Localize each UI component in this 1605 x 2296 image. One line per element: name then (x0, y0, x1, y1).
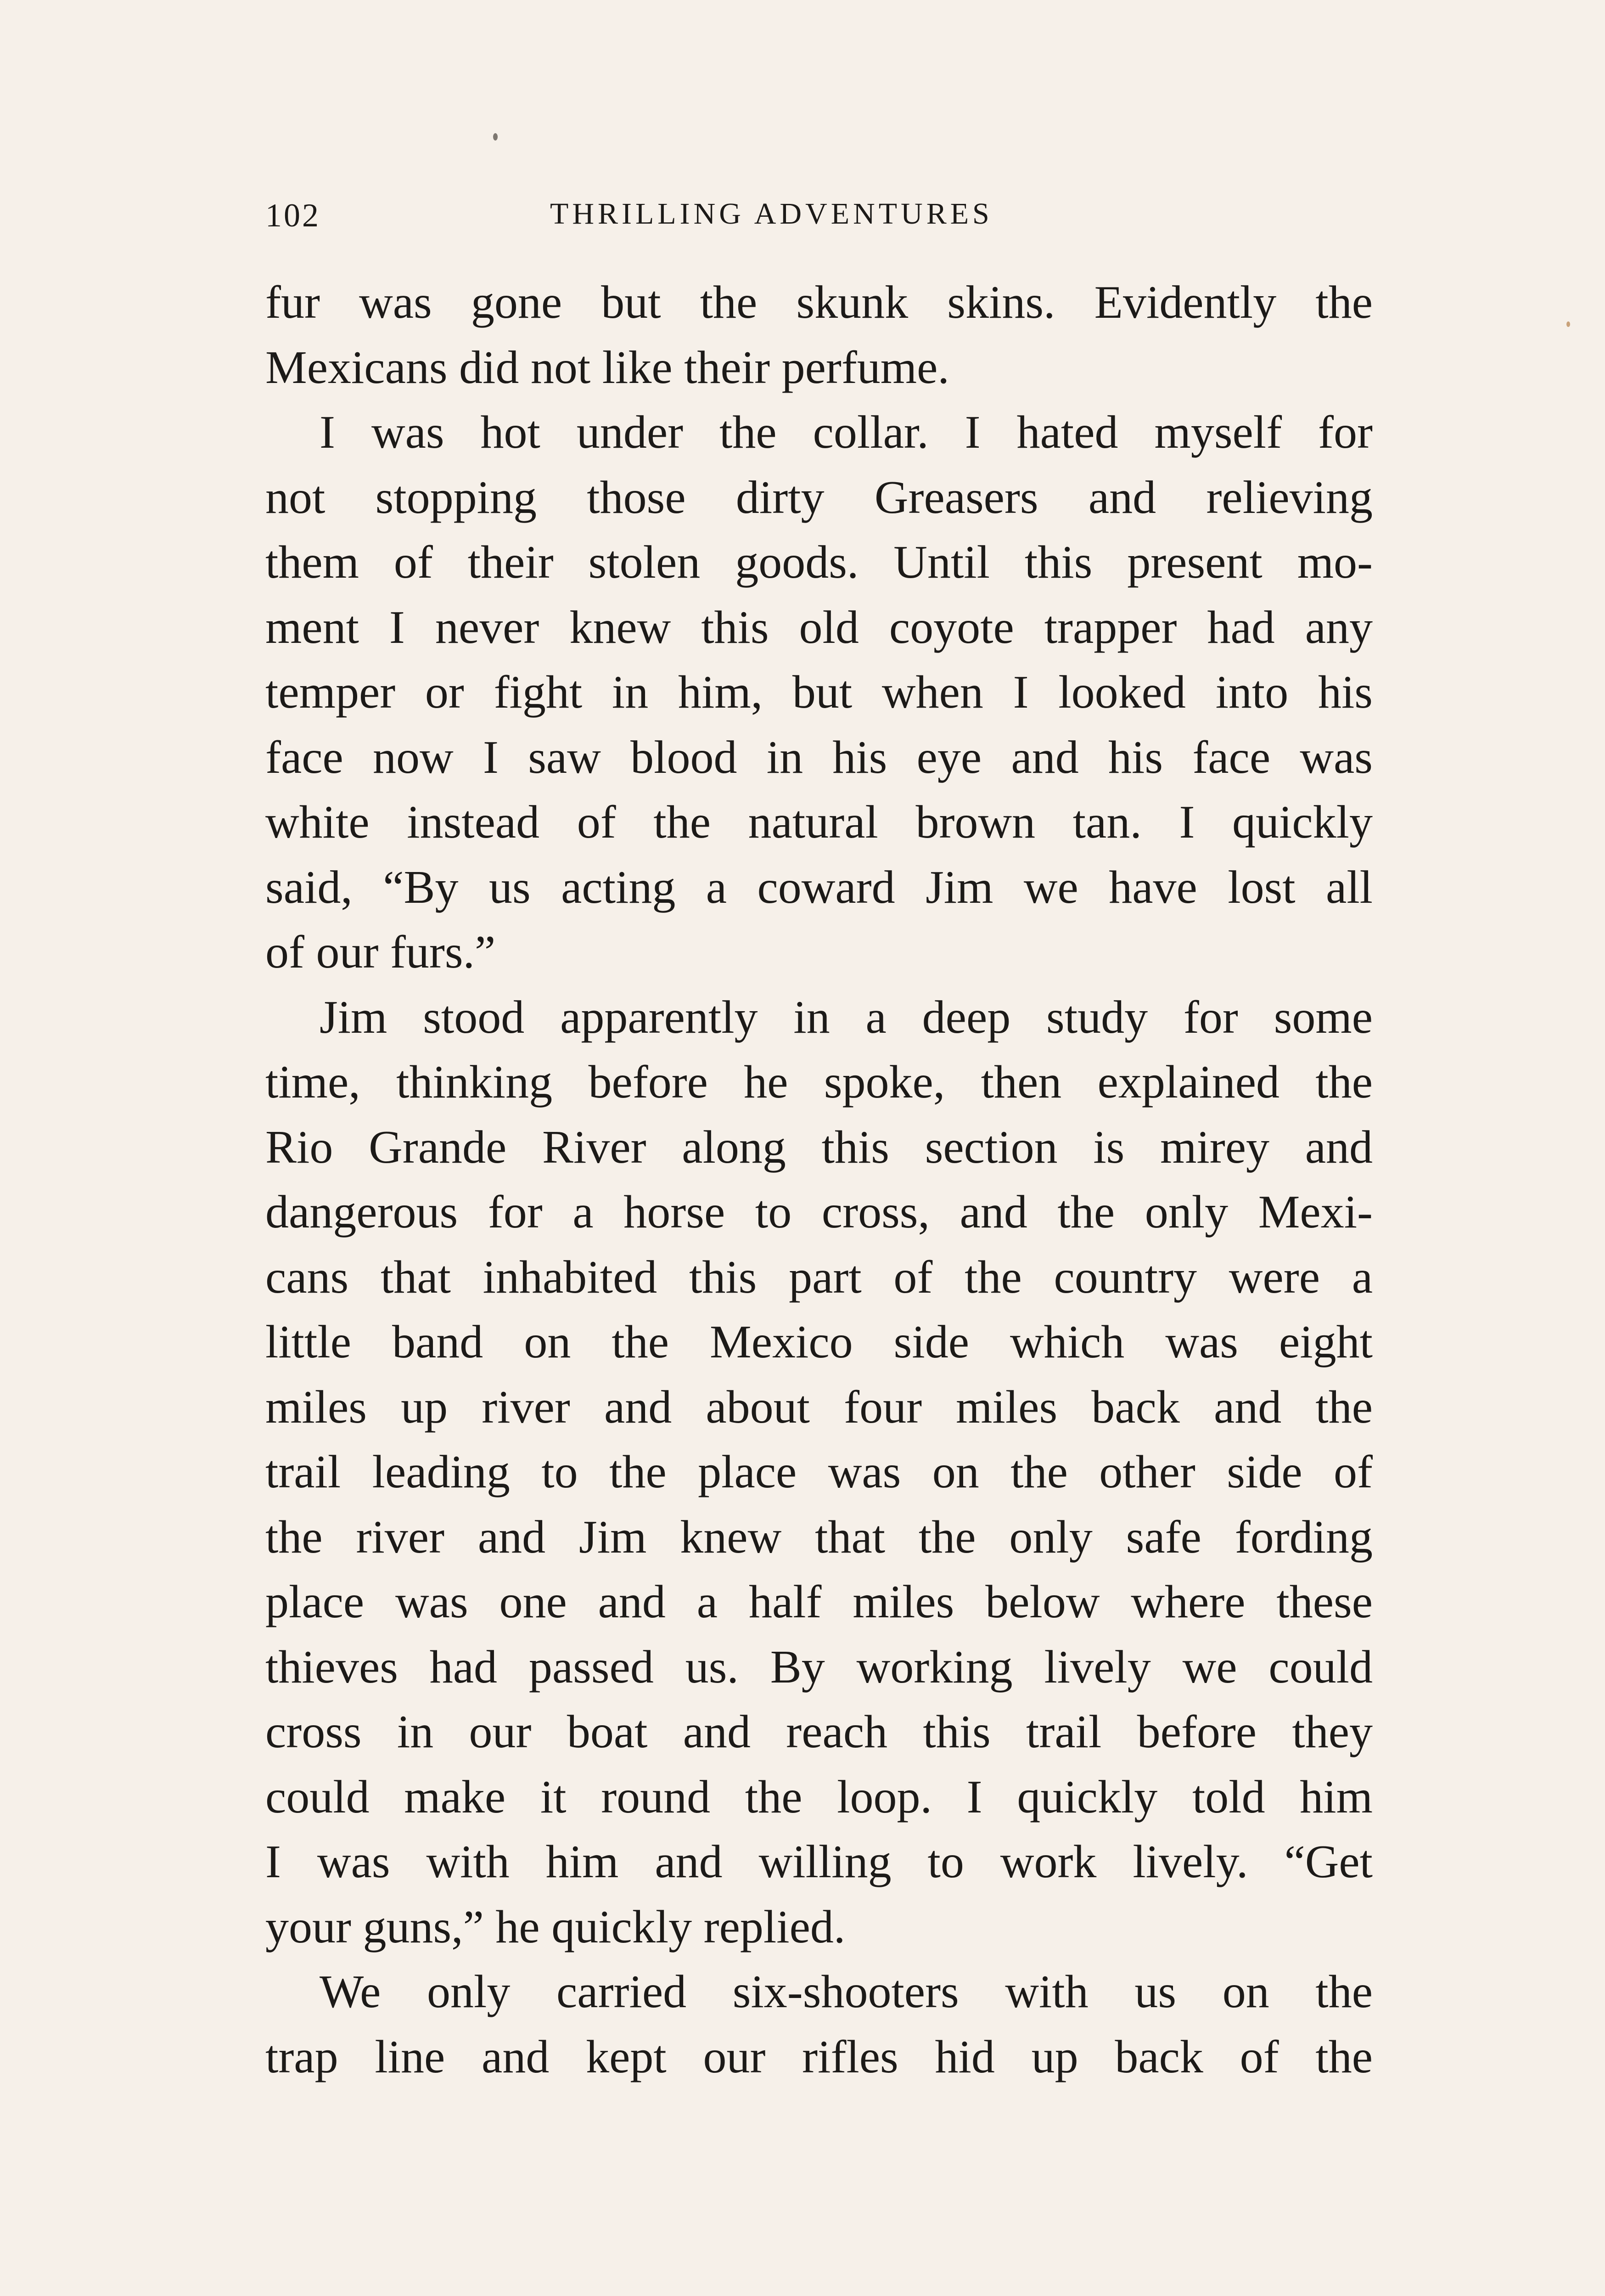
running-title: THRILLING ADVENTURES (550, 197, 993, 231)
text-line: Jim stood apparently in a deep study for some (320, 991, 1373, 1043)
text-line: thieves had passed us. By working lively we could (265, 1641, 1373, 1693)
text-line: trap line and kept our rifles hid up back of the (265, 2031, 1373, 2083)
text-line: little band on the Mexico side which was eight (265, 1316, 1373, 1368)
ink-speck (1566, 321, 1570, 327)
text-line: temper or fight in him, but when I looked into his (265, 666, 1373, 718)
text-line: dangerous for a horse to cross, and the only Mexi- (265, 1186, 1373, 1238)
text-line: I was with him and willing to work lively. “Get (265, 1836, 1373, 1888)
text-line: cans that inhabited this part of the country were a (265, 1251, 1373, 1303)
text-line: of our furs.” (265, 926, 496, 978)
text-line: not stopping those dirty Greasers and relieving (265, 471, 1373, 523)
text-line: the river and Jim knew that the only safe fording (265, 1511, 1373, 1563)
text-line: ment I never knew this old coyote trapper had any (265, 601, 1373, 653)
text-line: We only carried six-shooters with us on the (320, 1966, 1373, 2018)
text-line: your guns,” he quickly replied. (265, 1901, 846, 1953)
page-number: 102 (265, 197, 320, 234)
text-line: said, “By us acting a coward Jim we have lost all (265, 861, 1373, 913)
text-line: trail leading to the place was on the other side of (265, 1446, 1373, 1498)
text-line: white instead of the natural brown tan. I quickly (265, 796, 1373, 848)
text-line: them of their stolen goods. Until this present mo- (265, 536, 1373, 588)
text-line: place was one and a half miles below where these (265, 1576, 1373, 1628)
body-text (265, 270, 1373, 2089)
text-line: Mexicans did not like their perfume. (265, 341, 949, 394)
page-header (265, 197, 1373, 247)
text-line: face now I saw blood in his eye and his face was (265, 731, 1373, 783)
text-line: fur was gone but the skunk skins. Evidently the (265, 276, 1373, 328)
text-line: time, thinking before he spoke, then explained the (265, 1056, 1373, 1108)
text-line: miles up river and about four miles back and the (265, 1381, 1373, 1433)
ink-speck (493, 133, 498, 141)
text-line: could make it round the loop. I quickly told him (265, 1771, 1373, 1823)
text-line: Rio Grande River along this section is mirey and (265, 1121, 1373, 1173)
text-line: I was hot under the collar. I hated myself for (320, 406, 1373, 458)
text-line: cross in our boat and reach this trail before they (265, 1706, 1373, 1758)
